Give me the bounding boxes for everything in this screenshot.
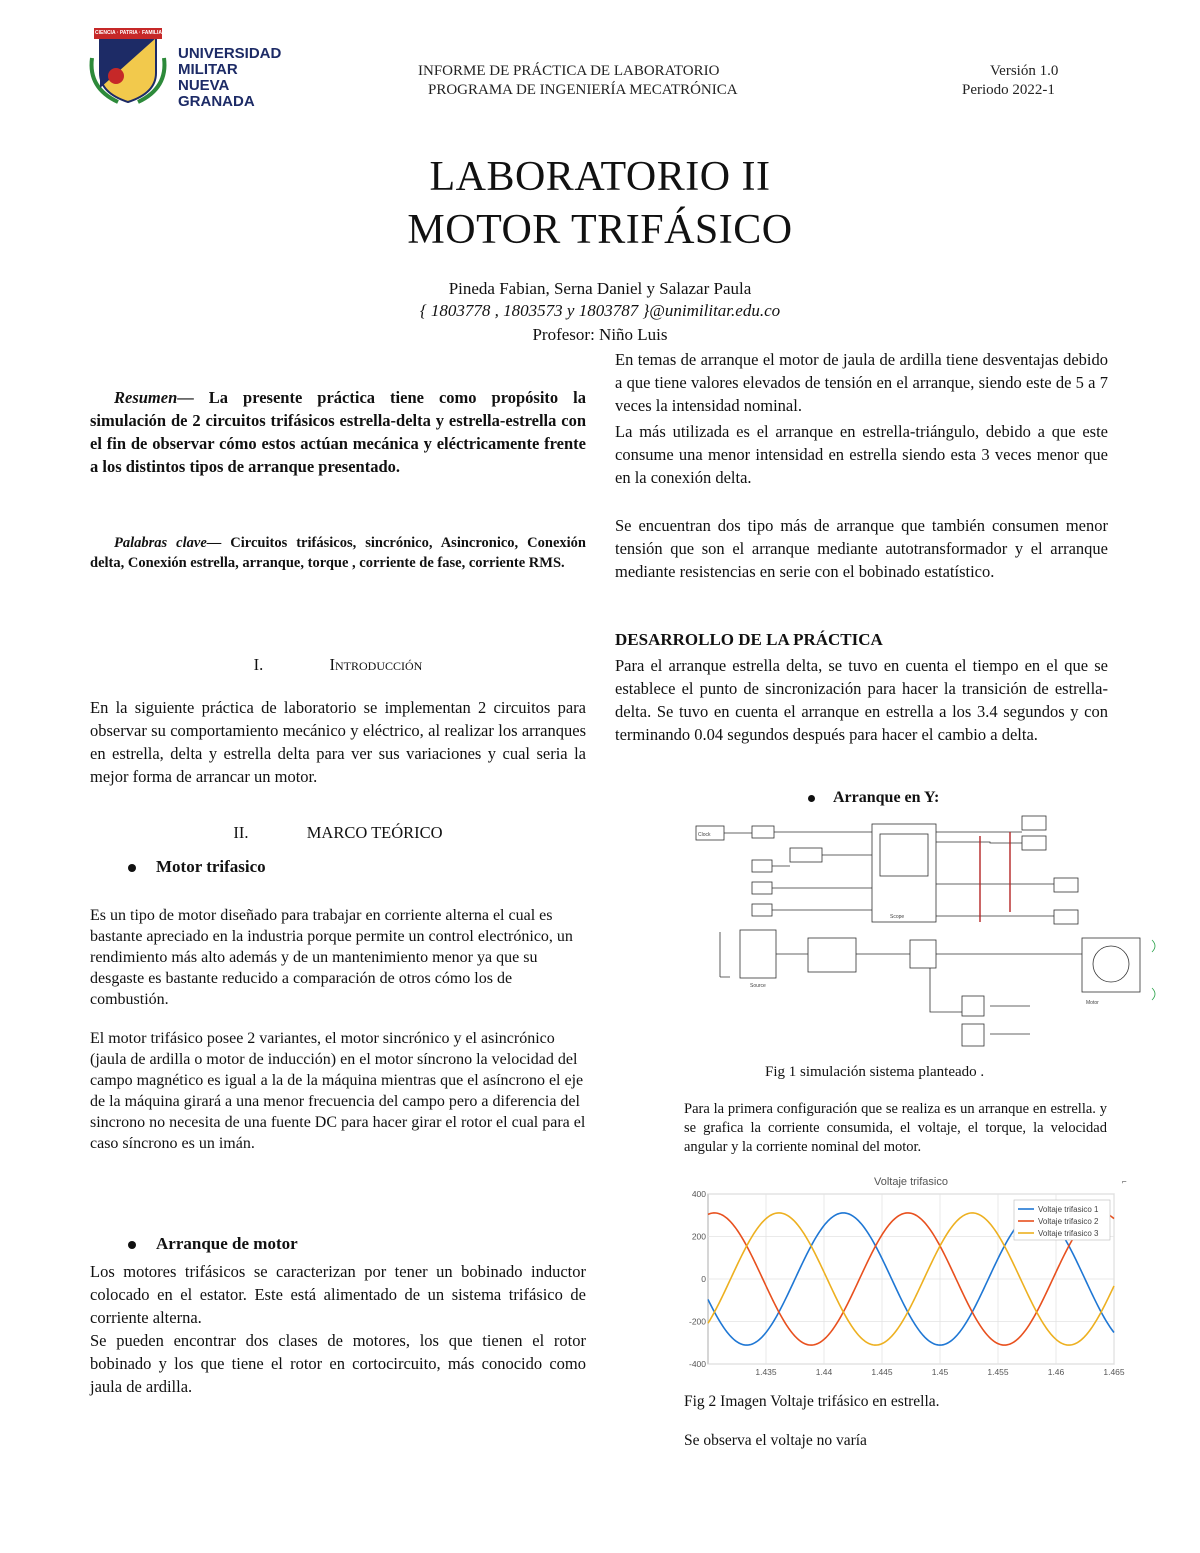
svg-text:Clock: Clock bbox=[698, 832, 711, 838]
x-tick-label: 1.455 bbox=[987, 1367, 1009, 1377]
chart-legend bbox=[1014, 1200, 1110, 1240]
intro-paragraph: En la siguiente práctica de laboratorio se implementan 2 circuitos para observar su comportamiento mecánico y eléctrico, al realizar los arranques en estrella, delta y estrella delta para ver sus variaciones y cual seria la mejor forma de arrancar un motor. bbox=[90, 698, 586, 786]
display-block-4 bbox=[1054, 910, 1078, 924]
logo-ribbon: CIENCIA · PATRIA · FAMILIA bbox=[95, 30, 162, 36]
chart-corner-mark: ⌐ bbox=[1122, 1177, 1127, 1186]
motor-paragraph-1: Es un tipo de motor diseñado para trabajar en corriente alterna el cual es bastante apreciado en la industria porque permite un control electrónico, un rendimiento más alto además y de un mantenimiento menor ya que su desgaste es bastante reducido a comparación de otros cómo los de combustión. bbox=[90, 907, 573, 1008]
right-paragraph-3: Se encuentran dos tipo más de arranque que también consumen menor tensión que son el arranque mediante autotransformador y el arranque mediante resistencias en serie con el bobinado estatístico. bbox=[615, 516, 1108, 581]
section1-title: Introducción bbox=[329, 655, 423, 674]
fig2-caption: Fig 2 Imagen Voltaje trifásico en estrella. bbox=[684, 1393, 940, 1410]
signal-block-3 bbox=[752, 882, 772, 894]
x-tick-label: 1.44 bbox=[815, 1367, 833, 1377]
chart-title: Voltaje trifasico bbox=[874, 1176, 948, 1188]
signal-block-1 bbox=[752, 826, 774, 838]
section2-title: MARCO TEÓRICO bbox=[306, 823, 443, 842]
y-tick-label: -200 bbox=[688, 1316, 706, 1327]
legend-entry: Voltaje trifasico 3 bbox=[1038, 1229, 1099, 1238]
section2-number: II. bbox=[233, 823, 249, 842]
university-name bbox=[178, 46, 308, 110]
section-introduction-heading bbox=[90, 655, 586, 675]
university-line2: NUEVA GRANADA bbox=[178, 77, 255, 110]
y-tick-label: 400 bbox=[691, 1189, 706, 1199]
author-emails: { 1803778 , 1803573 y 1803787 }@unimilitar.edu.co bbox=[419, 301, 781, 320]
bullet-motor-trifasico-label: Motor trifasico bbox=[156, 857, 266, 876]
legend-entry: Voltaje trifasico 2 bbox=[1038, 1217, 1099, 1226]
period-label: Periodo 2022-1 bbox=[962, 82, 1055, 98]
bullet-dot bbox=[808, 795, 815, 802]
right-paragraph-5: Para la primera configuración que se realiza es un arranque en estrella. y se grafica la corriente consumida, el voltaje, el torque, la velocidad angular y la corriente nominal del motor. bbox=[684, 1101, 1107, 1155]
university-logo bbox=[78, 18, 308, 110]
section-marco-heading bbox=[90, 823, 586, 843]
switch-block bbox=[910, 940, 936, 968]
bullet-dot bbox=[128, 1241, 136, 1249]
simulink-diagram bbox=[690, 812, 1170, 1062]
bullet-arranque-motor-label: Arranque de motor bbox=[156, 1234, 298, 1253]
x-tick-label: 1.45 bbox=[931, 1367, 949, 1377]
breaker-block bbox=[808, 938, 856, 972]
desarrollo-paragraph: Para el arranque estrella delta, se tuvo en cuenta el tiempo en el que se establece el punto de sincronización para hacer la transición de estrella-delta. Se tuvo en cuenta el arranque en estrella a los 3.4 segundos y con terminando 0.04 segundos después para hacer el cambio a delta. bbox=[615, 656, 1108, 744]
y-tick-label: -400 bbox=[688, 1359, 706, 1369]
torque-block bbox=[962, 996, 984, 1016]
x-tick-label: 1.46 bbox=[1047, 1367, 1065, 1377]
keywords-label: Palabras clave bbox=[114, 535, 207, 551]
signal-block-4 bbox=[752, 904, 772, 916]
bullet-arranque-motor bbox=[128, 1234, 298, 1254]
display-block-1 bbox=[1022, 816, 1046, 830]
university-line1: UNIVERSIDAD MILITAR bbox=[178, 45, 282, 78]
scope-block bbox=[872, 824, 936, 922]
fig1-caption: Fig 1 simulación sistema planteado . bbox=[765, 1064, 985, 1080]
right-paragraph-6: Se observa el voltaje no varía bbox=[684, 1432, 867, 1449]
svg-text:Motor: Motor bbox=[1086, 1000, 1099, 1006]
professor: Profesor: Niño Luis bbox=[532, 325, 668, 344]
measure-block bbox=[962, 1024, 984, 1046]
display-block-2 bbox=[1022, 836, 1046, 850]
x-tick-label: 1.465 bbox=[1103, 1367, 1125, 1377]
x-tick-label: 1.435 bbox=[755, 1367, 777, 1377]
motor-paragraph-2: El motor trifásico posee 2 variantes, el motor sincrónico y el asincrónico (jaula de ardilla o motor de inducción) en el motor síncrono la velocidad del campo magnético es igual a la de la máquina mientras que el asíncrono el eje de la máquina girará a una menor frecuencia del campo pero a diferencia del sincrono no necesita de una fuente DC para hacer girar el rotor el cual para el caso síncrono es un imán. bbox=[90, 1030, 586, 1152]
signal-block-2 bbox=[752, 860, 772, 872]
svg-text:Source: Source bbox=[750, 983, 766, 989]
program-name: PROGRAMA DE INGENIERÍA MECATRÓNICA bbox=[428, 82, 738, 98]
page-title-line2: MOTOR TRIFÁSICO bbox=[407, 207, 793, 253]
desarrollo-heading: DESARROLLO DE LA PRÁCTICA bbox=[615, 630, 883, 649]
arranque-paragraph-2: Se pueden encontrar dos clases de motores, los que tienen el rotor bobinado y los que tiene el rotor en cortocircuito, más conocido como jaula de ardilla. bbox=[90, 1331, 586, 1396]
right-paragraph-2: La más utilizada es el arranque en estrella-triángulo, debido a que este consume una menor intensidad en estrella siendo esta 3 veces menor que en la conexión delta. bbox=[615, 422, 1108, 487]
y-tick-label: 200 bbox=[691, 1231, 706, 1242]
version-label: Versión 1.0 bbox=[990, 63, 1059, 79]
right-paragraph-1: En temas de arranque el motor de jaula de ardilla tiene desventajas debido a que tiene valores elevados de tensión en el arranque, siendo este de 5 a 7 veces la intensidad nominal. bbox=[615, 350, 1108, 415]
x-tick-label: 1.445 bbox=[871, 1367, 893, 1377]
abstract-label: Resumen bbox=[114, 388, 178, 407]
display-block-3 bbox=[1054, 878, 1078, 892]
abstract bbox=[90, 386, 586, 478]
abstract-text: — La presente práctica tiene como propósito la simulación de 2 circuitos trifásicos estrella-delta y estrella-estrella con el fin de observar cómo estos actúan mecánica y eléctricamente frente a los distintos tipos de arranque presentado. bbox=[90, 388, 586, 476]
voltage-chart bbox=[678, 1172, 1128, 1384]
y-tick-label: 0 bbox=[701, 1274, 706, 1284]
bullet-motor-trifasico bbox=[128, 857, 266, 877]
bullet-arranque-y bbox=[808, 789, 939, 807]
section1-number: I. bbox=[253, 655, 264, 674]
legend-entry: Voltaje trifasico 1 bbox=[1038, 1205, 1099, 1214]
keywords bbox=[90, 533, 586, 573]
report-title: INFORME DE PRÁCTICA DE LABORATORIO bbox=[418, 63, 720, 79]
bullet-dot bbox=[128, 864, 136, 872]
svg-text:Scope: Scope bbox=[890, 914, 905, 920]
page-title-line1: LABORATORIO II bbox=[429, 154, 771, 200]
author-names: Pineda Fabian, Serna Daniel y Salazar Paula bbox=[448, 279, 752, 298]
motor-circle bbox=[1093, 946, 1129, 982]
arranque-paragraph-1: Los motores trifásicos se caracterizan por tener un bobinado inductor colocado en el estator. Este está alimentado de un sistema trifásico de corriente alterna. bbox=[90, 1262, 586, 1327]
bullet-arranque-y-label: Arranque en Y: bbox=[833, 789, 940, 806]
keywords-text: — Circuitos trifásicos, sincrónico, Asincronico, Conexión delta, Conexión estrella, arranque, torque , corriente de fase, corriente RMS. bbox=[90, 535, 586, 571]
scope-screen bbox=[880, 834, 928, 876]
gain-block bbox=[790, 848, 822, 862]
source-block bbox=[740, 930, 776, 978]
